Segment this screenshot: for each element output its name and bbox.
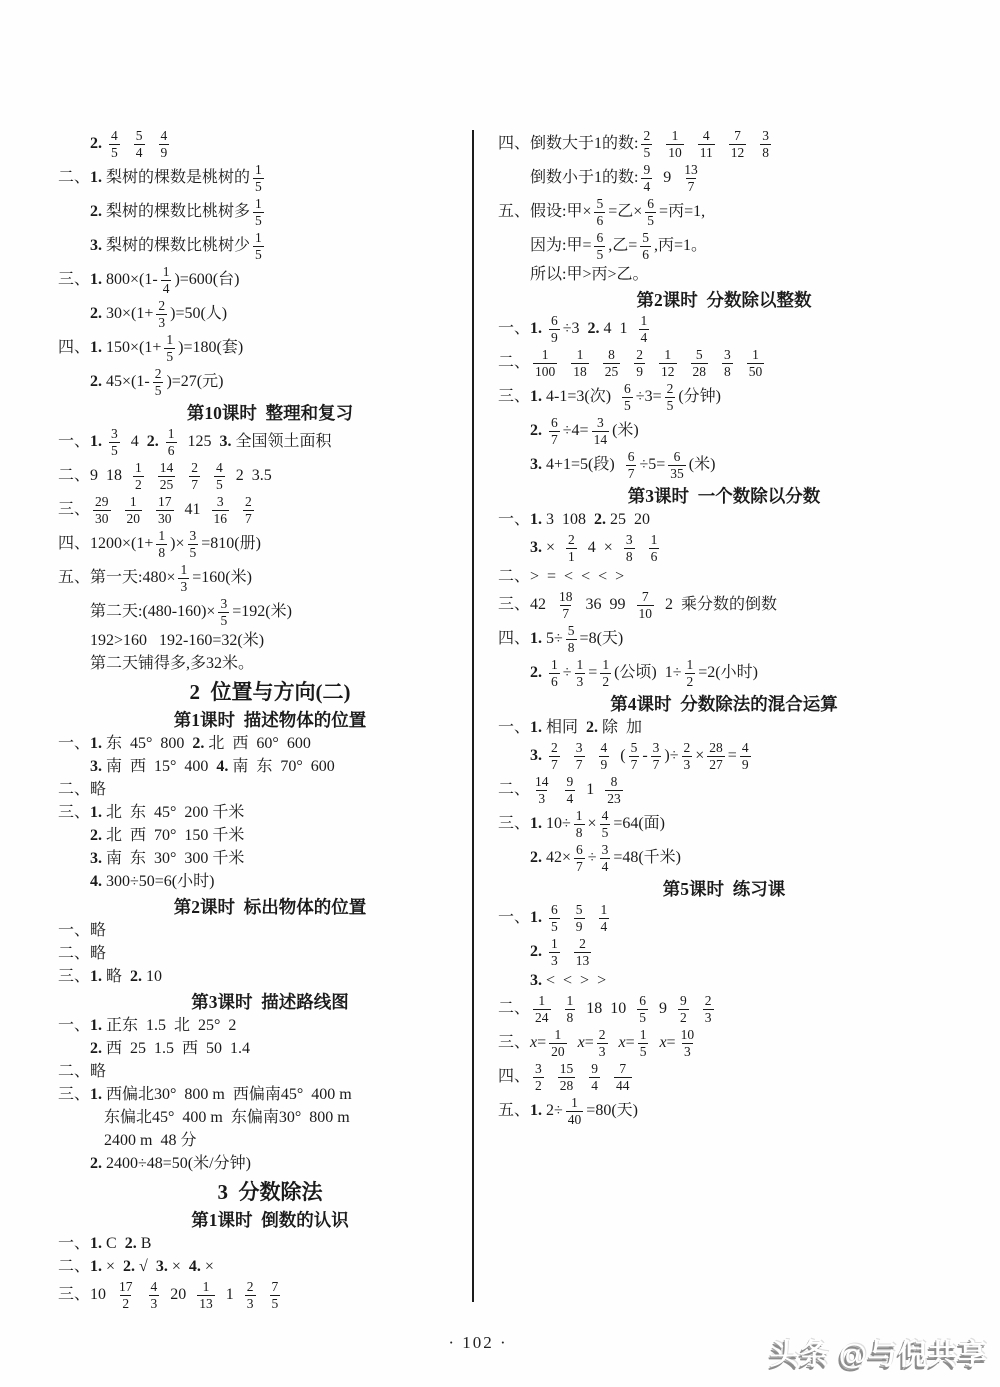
section-heading: 第1课时 倒数的认识 xyxy=(191,1210,349,1230)
fraction: $\frac{5}{28}$ xyxy=(692,347,707,379)
fraction: $\frac{3}{2}$ xyxy=(535,1061,542,1093)
fraction: $\frac{1}{4}$ xyxy=(162,264,170,296)
fraction: $\frac{1}{50}$ xyxy=(748,347,763,379)
fraction: $\frac{1}{10}$ xyxy=(668,128,682,160)
answer-line: 四、 $\frac{3}{2}$ $\frac{15}{28}$ $\frac{9}{4}$ $\frac{7}{44}$ xyxy=(498,1061,630,1093)
fraction: $\frac{1}{24}$ xyxy=(535,993,549,1025)
answer-line: 2. 42× $\frac{6}{7}$ ÷ $\frac{3}{4}$ =48(千米) xyxy=(530,842,681,874)
answer-line: 四、1. 150×(1+ $\frac{1}{5}$ )=180(套) xyxy=(58,332,244,364)
fraction: $\frac{1}{40}$ xyxy=(567,1095,582,1127)
fraction: $\frac{6}{7}$ xyxy=(576,842,583,874)
answer-line: 二、 $\frac{1}{24}$ $\frac{1}{8}$ 18 10 $\frac{6}{5}$ 9 $\frac{9}{2}$ $\frac{2}{3}$ xyxy=(498,993,712,1025)
fraction: $\frac{2}{3}$ xyxy=(158,298,166,330)
answer-line: 三、1. 800×(1- $\frac{1}{4}$ )=600(台) xyxy=(58,264,240,296)
section-heading: 第2课时 分数除以整数 xyxy=(636,290,812,310)
fraction: $\frac{1}{5}$ xyxy=(255,196,262,228)
fraction: $\frac{6}{5}$ xyxy=(596,230,604,262)
answer-line: 三、 $\frac{29}{30}$ $\frac{1}{20}$ $\frac{17}{30}$ 41 $\frac{3}{16}$ $\frac{2}{7}$ xyxy=(58,494,252,526)
answer-line: 三、1. 4-1=3(次) $\frac{6}{5}$ ÷3= $\frac{2}{5}$ (分钟) xyxy=(498,381,722,413)
fraction: $\frac{15}{28}$ xyxy=(559,1061,574,1093)
fraction: $\frac{4}{9}$ xyxy=(160,128,168,160)
answer-line: 所以:甲>丙>乙。 xyxy=(530,266,649,283)
answer-line: 二、1. 梨树的棵数是桃树的 $\frac{1}{5}$ xyxy=(58,162,262,194)
answer-line: 3. $\frac{2}{7}$ $\frac{3}{7}$ $\frac{4}{9}$ ( $\frac{5}{7}$ - $\frac{3}{7}$ )÷ $\frac{2}{3}$ × $\frac{28}{27}$ = $\frac{4}{9}$ xyxy=(530,740,749,772)
fraction: $\frac{2}{5}$ xyxy=(643,128,651,160)
answer-line: 三、1. 略 2. 10 xyxy=(58,968,163,985)
fraction: $\frac{8}{23}$ xyxy=(607,774,621,806)
fraction: $\frac{1}{3}$ xyxy=(551,936,558,968)
fraction: $\frac{3}{14}$ xyxy=(593,415,608,447)
fraction: $\frac{10}{3}$ xyxy=(680,1027,695,1059)
answer-line: 一、1. 正东 1.5 北 25° 2 xyxy=(58,1017,237,1034)
fraction: $\frac{17}{2}$ xyxy=(119,1279,133,1311)
fraction: $\frac{1}{5}$ xyxy=(639,1027,647,1059)
answer-line: 一、1. $\frac{6}{9}$ ÷3 2. 4 1 $\frac{1}{4}$ xyxy=(498,313,648,345)
fraction: $\frac{2}{5}$ xyxy=(666,381,674,413)
answer-line: 四、1200×(1+ $\frac{1}{8}$ )× $\frac{3}{5}$ =810(册) xyxy=(58,528,261,560)
section-heading: 第10课时 整理和复习 xyxy=(186,403,354,423)
answer-line: 2. $\frac{1}{3}$ $\frac{2}{13}$ xyxy=(530,936,590,968)
fraction: $\frac{2}{3}$ xyxy=(246,1279,254,1311)
fraction: $\frac{7}{10}$ xyxy=(638,589,653,621)
answer-line: 五、第一天:480× $\frac{1}{3}$ =160(米) xyxy=(58,562,252,594)
fraction: $\frac{9}{4}$ xyxy=(566,774,574,806)
fraction: $\frac{4}{5}$ xyxy=(216,460,223,492)
answer-line: 3. 梨树的棵数比桃树少 $\frac{1}{5}$ xyxy=(90,230,262,262)
fraction: $\frac{1}{12}$ xyxy=(661,347,675,379)
right-column xyxy=(498,128,950,1129)
answer-line: 3. × $\frac{2}{1}$ 4 × $\frac{3}{8}$ $\frac{1}{6}$ xyxy=(530,532,658,564)
fraction: $\frac{2}{7}$ xyxy=(551,740,558,772)
answer-line: 第二天:(480-160)× $\frac{3}{5}$ =192(米) xyxy=(90,596,292,628)
answer-line: 东偏北45° 400 m 东偏南30° 800 m xyxy=(104,1109,350,1126)
fraction: $\frac{7}{44}$ xyxy=(616,1061,630,1093)
answer-line: 2. 梨树的棵数比桃树多 $\frac{1}{5}$ xyxy=(90,196,262,228)
fraction: $\frac{6}{9}$ xyxy=(551,313,558,345)
answer-line: 三、42 $\frac{18}{7}$ 36 99 $\frac{7}{10}$ 2 乘分数的倒数 xyxy=(498,589,778,621)
fraction: $\frac{7}{12}$ xyxy=(730,128,745,160)
fraction: $\frac{2}{3}$ xyxy=(598,1027,606,1059)
fraction: $\frac{14}{3}$ xyxy=(535,774,549,806)
fraction: $\frac{3}{8}$ xyxy=(625,532,633,564)
fraction: $\frac{14}{25}$ xyxy=(159,460,174,492)
answer-line: 一、1. 东 45° 800 2. 北 西 60° 600 xyxy=(58,735,311,752)
fraction: $\frac{9}{2}$ xyxy=(680,993,687,1025)
fraction: $\frac{4}{9}$ xyxy=(741,740,749,772)
answer-line: 三、10 $\frac{17}{2}$ $\frac{4}{3}$ 20 $\frac{1}{13}$ 1 $\frac{2}{3}$ $\frac{7}{5}$ xyxy=(58,1279,279,1311)
fraction: $\frac{3}{8}$ xyxy=(762,128,769,160)
fraction: $\frac{6}{5}$ xyxy=(647,196,655,228)
fraction: $\frac{17}{30}$ xyxy=(158,494,172,526)
fraction: $\frac{1}{13}$ xyxy=(199,1279,213,1311)
answer-line: 四、1. 5÷ $\frac{5}{8}$ =8(天) xyxy=(498,623,624,655)
answer-line: 二、 $\frac{1}{100}$ $\frac{1}{18}$ $\frac{8}{25}$ $\frac{2}{9}$ $\frac{1}{12}$ $\frac{5}{28}$ $\frac{3}{8}$ $\frac{1}{50}$ xyxy=(498,347,763,379)
fraction: $\frac{1}{100}$ xyxy=(535,347,556,379)
fraction: $\frac{7}{5}$ xyxy=(271,1279,279,1311)
fraction: $\frac{2}{5}$ xyxy=(154,366,162,398)
answer-line: 三、1. 北 东 45° 200 千米 xyxy=(58,804,245,821)
fraction: $\frac{18}{7}$ xyxy=(559,589,573,621)
fraction: $\frac{6}{7}$ xyxy=(551,415,558,447)
fraction: $\frac{1}{8}$ xyxy=(566,993,574,1025)
fraction: $\frac{1}{5}$ xyxy=(255,162,262,194)
fraction: $\frac{3}{8}$ xyxy=(724,347,731,379)
fraction: $\frac{2}{7}$ xyxy=(191,460,199,492)
section-heading: 第1课时 描述物体的位置 xyxy=(173,710,367,730)
answer-line: 四、倒数大于1的数: $\frac{2}{5}$ $\frac{1}{10}$ $\frac{4}{11}$ $\frac{7}{12}$ $\frac{3}{8}$ xyxy=(498,128,769,160)
answer-line: 3. 南 西 15° 400 4. 南 东 70° 600 xyxy=(90,758,335,775)
fraction: $\frac{6}{7}$ xyxy=(627,449,635,481)
answer-line: 二、1. × 2. √ 3. × 4. × xyxy=(58,1258,214,1275)
answer-line: 三、1. 10÷ $\frac{1}{8}$ × $\frac{4}{5}$ =64(面) xyxy=(498,808,666,840)
fraction: $\frac{3}{5}$ xyxy=(111,426,118,458)
answer-line: 一、1. $\frac{6}{5}$ $\frac{5}{9}$ $\frac{1}{4}$ xyxy=(498,902,608,934)
fraction: $\frac{9}{4}$ xyxy=(591,1061,599,1093)
fraction: $\frac{1}{8}$ xyxy=(575,808,583,840)
section-heading: 第3课时 描述路线图 xyxy=(191,992,349,1012)
fraction: $\frac{4}{11}$ xyxy=(699,128,713,160)
fraction: $\frac{2}{7}$ xyxy=(245,494,252,526)
answer-line: 2. 2400÷48=50(米/分钟) xyxy=(90,1155,251,1172)
fraction: $\frac{4}{5}$ xyxy=(111,128,118,160)
fraction: $\frac{1}{20}$ xyxy=(126,494,141,526)
fraction: $\frac{1}{3}$ xyxy=(180,562,188,594)
answer-line: 三、1. 西偏北30° 800 m 西偏南45° 400 m xyxy=(58,1086,352,1103)
fraction: $\frac{3}{5}$ xyxy=(220,596,228,628)
fraction: $\frac{1}{6}$ xyxy=(650,532,658,564)
fraction: $\frac{1}{2}$ xyxy=(686,657,694,689)
fraction: $\frac{4}{9}$ xyxy=(600,740,608,772)
answer-line: 二、略 xyxy=(58,1063,107,1080)
fraction: $\frac{3}{16}$ xyxy=(213,494,228,526)
answer-line: 一、1. C 2. B xyxy=(58,1235,152,1252)
fraction: $\frac{6}{5}$ xyxy=(551,902,558,934)
answer-line: 4. 300÷50=6(小时) xyxy=(90,873,215,890)
fraction: $\frac{6}{5}$ xyxy=(639,993,647,1025)
fraction: $\frac{29}{30}$ xyxy=(95,494,109,526)
answer-line: 2. $\frac{4}{5}$ $\frac{5}{4}$ $\frac{4}{9}$ xyxy=(90,128,168,160)
fraction: $\frac{5}{8}$ xyxy=(567,623,575,655)
fraction: $\frac{2}{3}$ xyxy=(683,740,691,772)
fraction: $\frac{13}{7}$ xyxy=(684,162,698,194)
section-heading: 3 分数除法 xyxy=(217,1180,323,1204)
watermark: 头条 @与倪共享 xyxy=(769,1339,988,1371)
answer-line: 3. 4+1=5(段) $\frac{6}{7}$ ÷5= $\frac{6}{35}$ (米) xyxy=(530,449,716,481)
answer-line: 倒数小于1的数: $\frac{9}{4}$ 9 $\frac{13}{7}$ xyxy=(530,162,698,194)
fraction: $\frac{8}{25}$ xyxy=(604,347,619,379)
answer-line: 二、略 xyxy=(58,945,107,962)
fraction: $\frac{1}{2}$ xyxy=(135,460,142,492)
answer-line: 二、略 xyxy=(58,781,107,798)
answer-line: 3. 南 东 30° 300 千米 xyxy=(90,850,245,867)
answer-line: 五、假设:甲× $\frac{5}{6}$ =乙× $\frac{6}{5}$ =丙=1, xyxy=(498,196,706,228)
section-heading: 第3课时 一个数除以分数 xyxy=(627,486,821,506)
answer-line: 2. 45×(1- $\frac{2}{5}$ )=27(元) xyxy=(90,366,224,398)
fraction: $\frac{2}{3}$ xyxy=(704,993,712,1025)
answer-line: 因为:甲= $\frac{6}{5}$ ,乙= $\frac{5}{6}$ ,丙=1。 xyxy=(530,230,708,262)
answer-line: 3. < < > > xyxy=(530,972,607,989)
page-number: · 102 · xyxy=(448,1333,508,1352)
fraction: $\frac{28}{27}$ xyxy=(709,740,723,772)
fraction: $\frac{1}{5}$ xyxy=(166,332,174,364)
section-heading: 第2课时 标出物体的位置 xyxy=(173,897,367,917)
left-column xyxy=(58,128,482,1313)
fraction: $\frac{1}{3}$ xyxy=(576,657,584,689)
fraction: $\frac{3}{7}$ xyxy=(652,740,660,772)
fraction: $\frac{5}{6}$ xyxy=(596,196,604,228)
fraction: $\frac{1}{8}$ xyxy=(158,528,166,560)
fraction: $\frac{3}{5}$ xyxy=(189,528,197,560)
answer-line: 二、> = < < < > xyxy=(498,568,625,585)
fraction: $\frac{1}{6}$ xyxy=(551,657,558,689)
fraction: $\frac{1}{6}$ xyxy=(167,426,175,458)
answer-line: 2. $\frac{6}{7}$ ÷4= $\frac{3}{14}$ (米) xyxy=(530,415,639,447)
fraction: $\frac{1}{4}$ xyxy=(640,313,648,345)
answer-line: 2. $\frac{1}{6}$ ÷ $\frac{1}{3}$ = $\frac{1}{2}$ (公顷) 1÷ $\frac{1}{2}$ =2(小时) xyxy=(530,657,758,689)
fraction: $\frac{2}{9}$ xyxy=(636,347,644,379)
fraction: $\frac{1}{20}$ xyxy=(551,1027,565,1059)
fraction: $\frac{1}{18}$ xyxy=(573,347,587,379)
section-heading: 2 位置与方向(二) xyxy=(189,680,351,704)
fraction: $\frac{5}{4}$ xyxy=(135,128,143,160)
answer-line: 一、1. $\frac{3}{5}$ 4 2. $\frac{1}{6}$ 125 3. 全国领土面积 xyxy=(58,426,332,458)
section-heading: 第4课时 分数除法的混合运算 xyxy=(610,694,838,714)
fraction: $\frac{2}{13}$ xyxy=(575,936,590,968)
answer-line: 192>160 192-160=32(米) xyxy=(90,632,265,649)
fraction: $\frac{5}{7}$ xyxy=(630,740,638,772)
fraction: $\frac{6}{5}$ xyxy=(624,381,631,413)
answer-line: 2400 m 48 分 xyxy=(104,1132,197,1149)
column-divider-line xyxy=(472,130,474,1302)
answer-line: 2. 西 25 1.5 西 50 1.4 xyxy=(90,1040,251,1057)
answer-line: 五、1. 2÷ $\frac{1}{40}$ =80(天) xyxy=(498,1095,638,1127)
answer-line: 一、略 xyxy=(58,922,107,939)
answer-line: 2. 30×(1+ $\frac{2}{3}$ )=50(人) xyxy=(90,298,228,330)
fraction: $\frac{1}{2}$ xyxy=(602,657,610,689)
fraction: $\frac{9}{4}$ xyxy=(643,162,651,194)
fraction: $\frac{3}{4}$ xyxy=(601,842,609,874)
fraction: $\frac{6}{35}$ xyxy=(670,449,684,481)
fraction: $\frac{5}{9}$ xyxy=(575,902,583,934)
fraction: $\frac{5}{6}$ xyxy=(642,230,650,262)
fraction: $\frac{1}{4}$ xyxy=(600,902,608,934)
answer-line: 三、x= $\frac{1}{20}$ x= $\frac{2}{3}$ x= $\frac{1}{5}$ x= $\frac{10}{3}$ xyxy=(498,1027,695,1059)
fraction: $\frac{4}{3}$ xyxy=(150,1279,158,1311)
fraction: $\frac{3}{7}$ xyxy=(575,740,583,772)
section-heading: 第5课时 练习课 xyxy=(662,879,786,899)
answer-line: 一、1. 相同 2. 除 加 xyxy=(498,719,643,736)
fraction: $\frac{4}{5}$ xyxy=(601,808,609,840)
answer-line: 2. 北 西 70° 150 千米 xyxy=(90,827,245,844)
answer-line: 二、9 18 $\frac{1}{2}$ $\frac{14}{25}$ $\frac{2}{7}$ $\frac{4}{5}$ 2 3.5 xyxy=(58,460,272,492)
answer-line: 二、 $\frac{14}{3}$ $\frac{9}{4}$ 1 $\frac{8}{23}$ xyxy=(498,774,621,806)
answer-line: 第二天铺得多,多32米。 xyxy=(90,655,255,672)
answer-line: 一、1. 3 108 2. 25 20 xyxy=(498,511,651,528)
fraction: $\frac{1}{5}$ xyxy=(255,230,262,262)
fraction: $\frac{2}{1}$ xyxy=(568,532,575,564)
